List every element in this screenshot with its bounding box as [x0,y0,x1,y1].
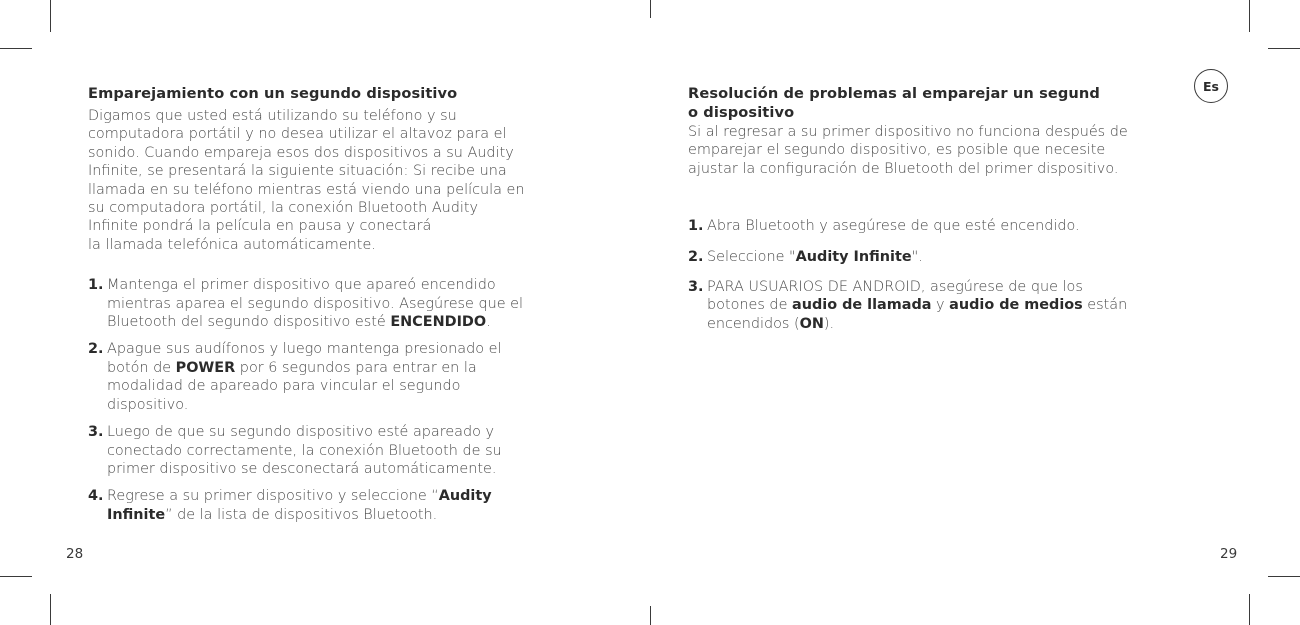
crop-mark [1268,576,1300,577]
crop-mark [50,0,51,32]
list-item [688,217,1188,235]
intro-line: la llamada telefónica automáticamente. [88,236,376,253]
list-item [88,276,568,331]
crop-mark [1249,594,1250,625]
step-text: dispositivo. [107,396,189,413]
intro-line: su computadora portátil, la conexión Bluetooth Audity [88,200,479,217]
step-number: 3. [688,279,704,296]
crop-mark [1268,48,1300,49]
crop-mark [650,0,651,18]
intro-line: Si al regresar a su primer dispositivo no funciona después de [688,124,1128,140]
crop-mark [650,606,651,625]
step-number: 1. [88,277,104,294]
right-intro [688,123,1188,178]
step-text: Apague sus audífonos y luego mantenga presionado el [107,341,502,358]
crop-mark [0,48,32,49]
crop-mark [50,594,51,625]
list-item [88,340,568,414]
intro-line: Infinite pondrá la película en pausa y conectará [88,218,432,235]
list-item [688,278,1188,333]
list-item [88,487,568,524]
left-page-content [88,84,568,533]
step-number: 1. [688,218,704,235]
step-text: botón de POWER por 6 segundos para entrar en la [107,359,477,376]
step-number: 2. [88,341,104,358]
intro-line: emparejar el segundo dispositivo, es posible que necesite [688,142,1106,159]
list-item [88,423,568,478]
right-steps-list [688,217,1188,333]
left-intro [88,107,568,254]
step-text: conectado correctamente, la conexión Bluetooth de su [107,442,502,459]
language-badge: Es [1194,69,1228,103]
step-text: Mantenga el primer dispositivo que apareó encendido [107,277,496,294]
crop-mark [0,576,32,577]
step-text: mientras aparea el segundo dispositivo. Asegúrese que el [107,295,524,312]
step-number: 2. [688,248,704,265]
right-heading: Resolución de problemas al emparejar un segund o dispositivo [688,85,1100,121]
left-steps-list [88,276,568,524]
right-page-content [688,84,1188,342]
step-text: Seleccione "Audity Infinite". [707,248,923,265]
step-text: encendidos (ON). [707,315,835,332]
step-text: Bluetooth del segundo dispositivo esté ENCENDIDO. [107,314,491,331]
intro-line: computadora portátil y no desea utilizar el altavoz para el [88,126,507,143]
step-number: 4. [88,488,104,505]
intro-line: Digamos que usted está utilizando su teléfono y su [88,108,457,124]
left-heading: Emparejamiento con un segundo dispositivo [88,85,458,102]
step-number: 3. [88,424,104,441]
list-item [688,248,1188,266]
step-text: Abra Bluetooth y asegúrese de que esté encendido. [707,218,1080,235]
intro-line: llamada en su teléfono mientras está viendo una película en [88,181,525,198]
crop-mark [1249,0,1250,32]
intro-line: ajustar la configuración de Bluetooth del primer dispositivo. [688,160,1119,177]
step-text: Luego de que su segundo dispositivo esté apareado y [107,424,495,441]
step-text: Regrese a su primer dispositivo y seleccione “Audity [107,488,492,505]
step-text: botones de audio de llamada y audio de medios están [707,297,1128,314]
step-text: PARA USUARIOS DE ANDROID, asegúrese de que los [707,279,1083,296]
page-number-left: 28 [66,546,84,562]
step-text: modalidad de apareado para vincular el segundo [107,378,461,395]
intro-line: Infinite, se presentará la siguiente situación: Si recibe una [88,163,507,180]
intro-line: sonido. Cuando empareja esos dos dispositivos a su Audity [88,144,514,161]
step-text: primer dispositivo se desconectará automáticamente. [107,460,497,477]
page-number-right: 29 [1220,546,1238,562]
step-text: Infinite” de la lista de dispositivos Bluetooth. [107,506,438,523]
